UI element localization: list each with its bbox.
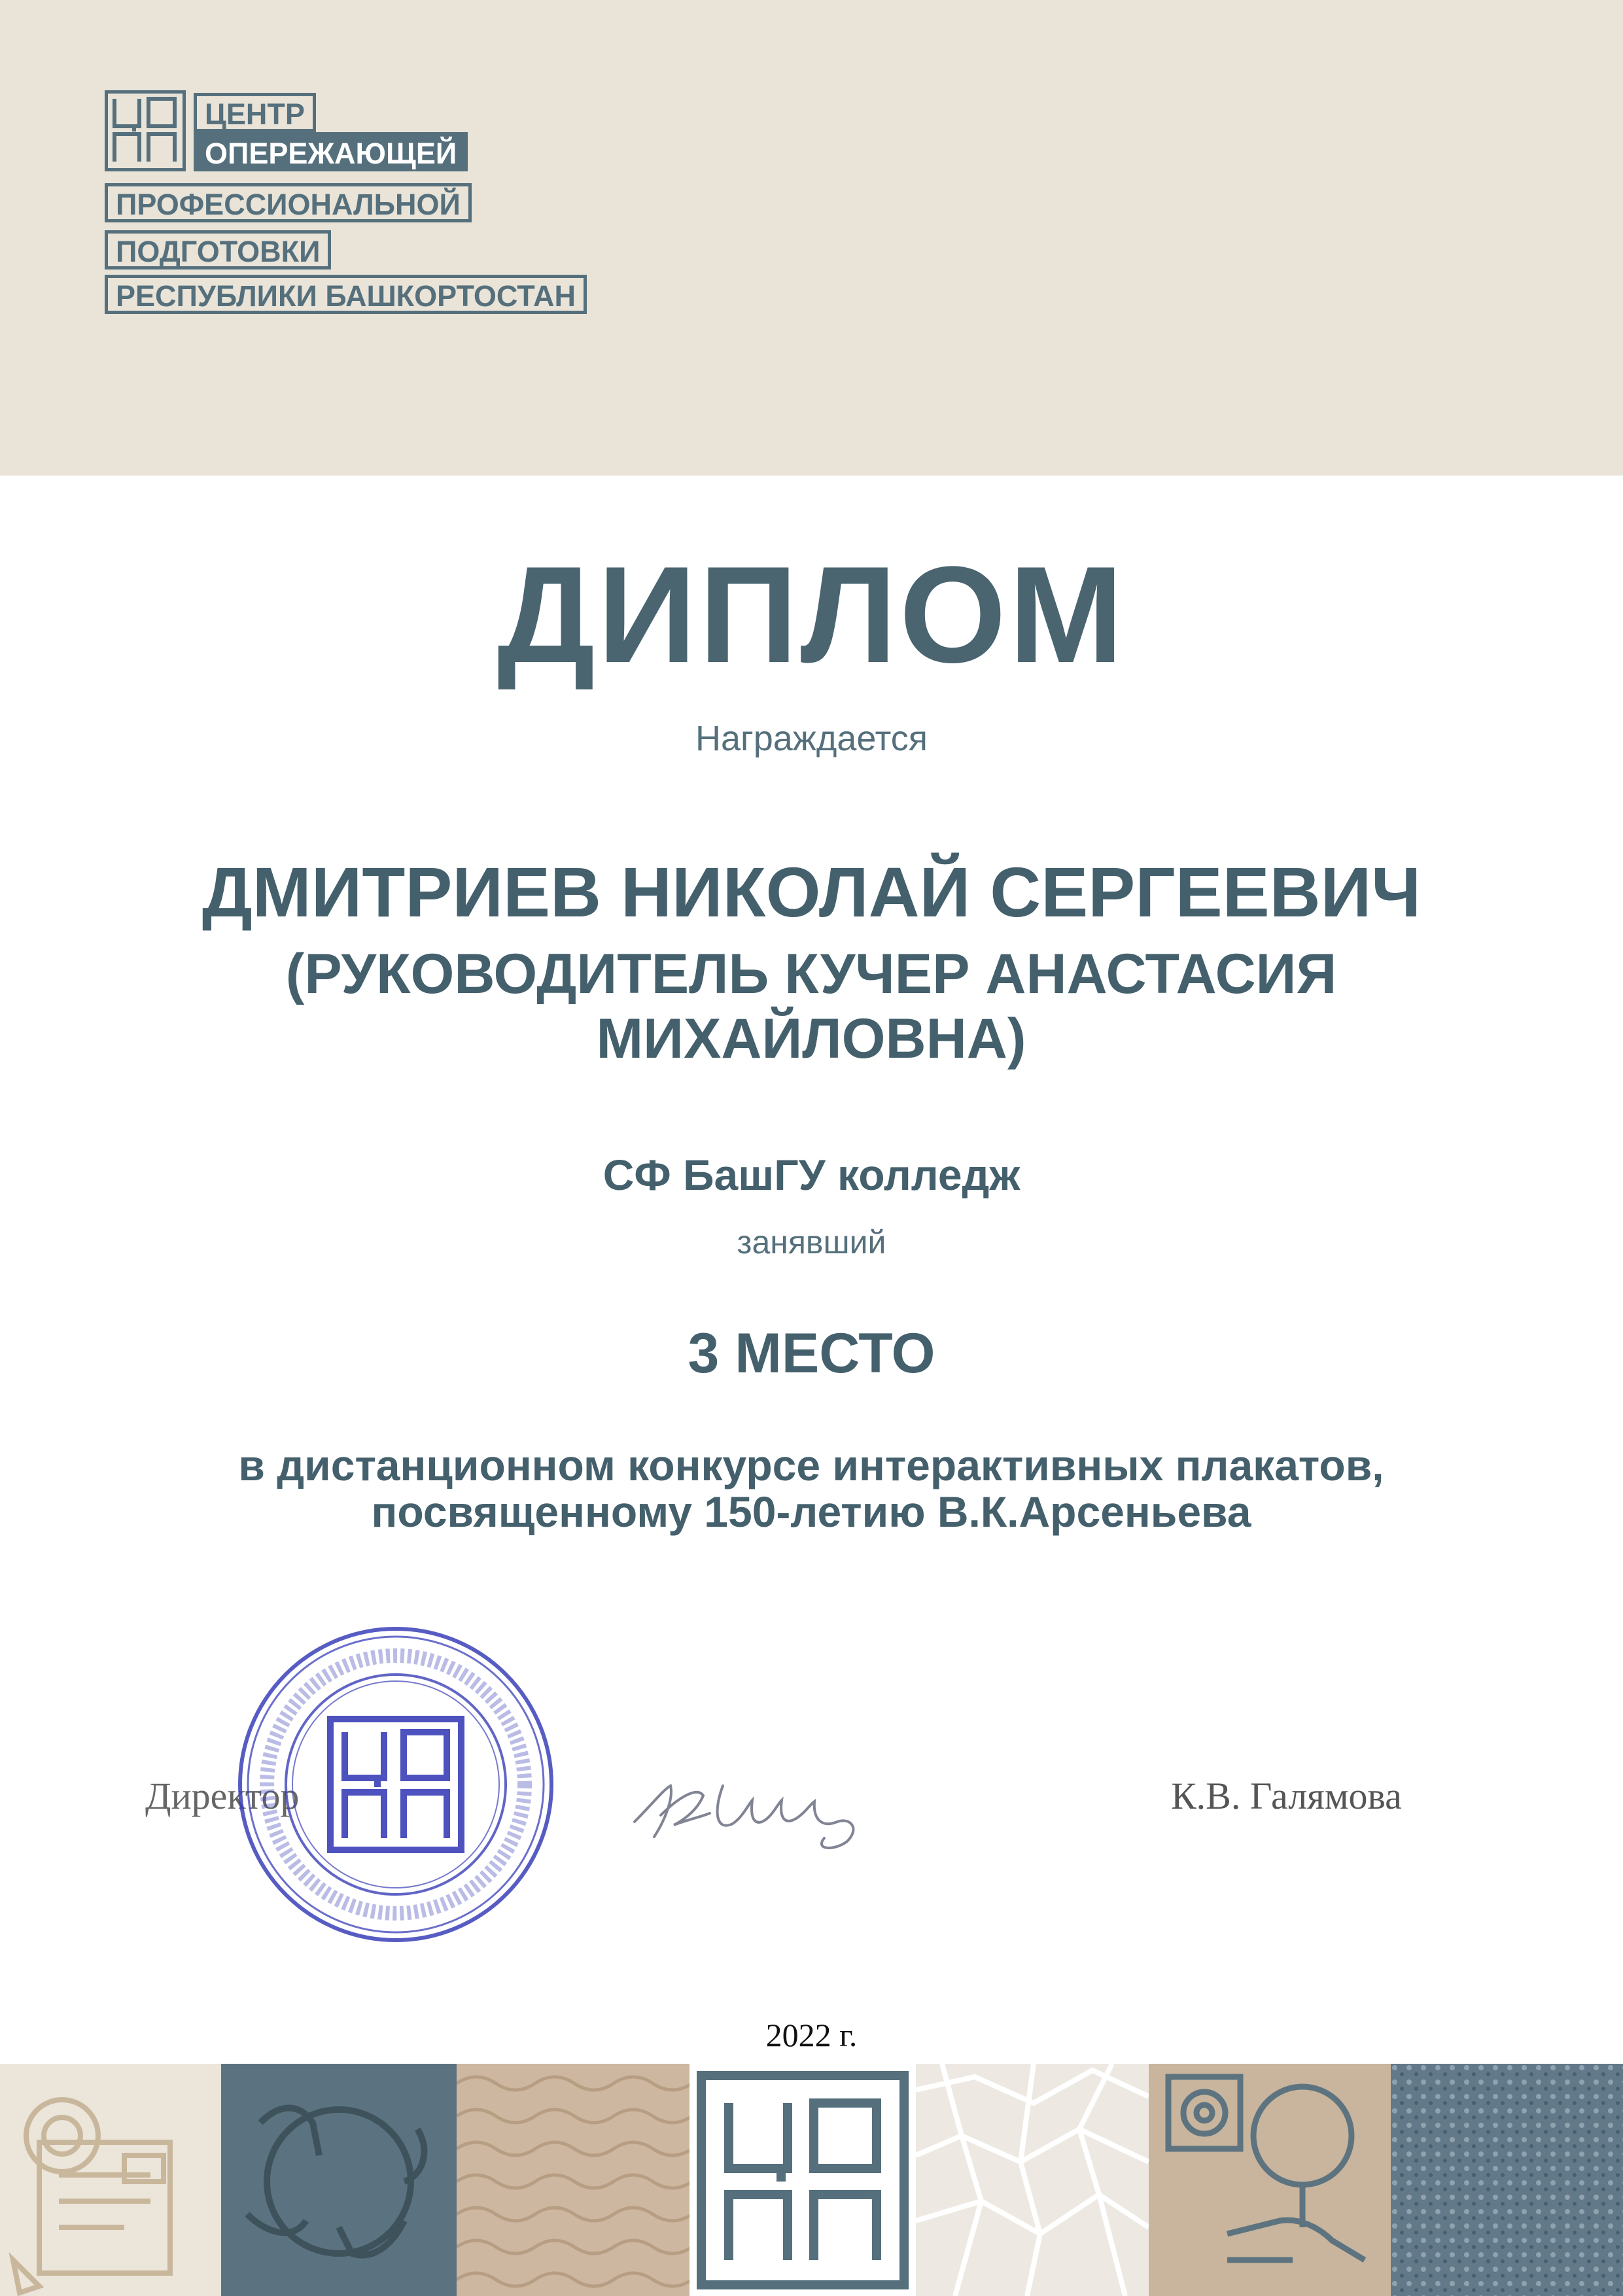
organization-name: СФ БашГУ колледж [602,1151,1021,1199]
logo-line-4: ПОДГОТОВКИ [105,230,331,270]
contest-description [124,1442,1498,1536]
hands-circle-icon [221,2064,457,2296]
awarded-label: Награждается [695,719,928,758]
handwritten-signature-icon [625,1760,880,1858]
place-label: 3 МЕСТО [688,1322,935,1385]
diploma-title: ДИПЛОМ [497,538,1126,691]
recipient-name: ДМИТРИЕВ НИКОЛАЙ СЕРГЕЕВИЧ [201,852,1422,931]
wavy-pattern [457,2064,689,2296]
copp-logo-icon [689,2064,916,2296]
dots-pattern [1391,2064,1623,2296]
copp-logo-mark-icon [105,90,186,171]
logo-line-1: ЦЕНТР [194,93,316,132]
logo-line-5: РЕСПУБЛИКИ БАШКОРТОСТАН [105,275,587,314]
director-label: Директор [145,1775,300,1817]
logo-line-3: ПРОФЕССИОНАЛЬНОЙ [105,183,472,222]
gear-magnifier-hand-icon [1149,2064,1391,2296]
issue-year: 2022 г. [765,2017,858,2053]
logo-line-2: ОПЕРЕЖАЮЩЕЙ [194,132,468,171]
official-seal-icon [232,1621,559,1948]
occupied-label: занявший [737,1224,886,1261]
document-gear-icon [0,2064,221,2296]
footer-decoration-strip [0,2064,1623,2296]
contest-line-1: в дистанционном конкурсе интерактивных плакатов, [238,1441,1384,1489]
contest-line-2: посвященному 150-летию В.К.Арсеньева [371,1487,1251,1537]
copp-logo [105,90,680,323]
mosaic-pattern [916,2064,1149,2296]
supervisor-name: (РУКОВОДИТЕЛЬ КУЧЕР АНАСТАСИЯ МИХАЙЛОВНА) [285,943,1337,1070]
signer-name: К.В. Галямова [1171,1775,1402,1817]
